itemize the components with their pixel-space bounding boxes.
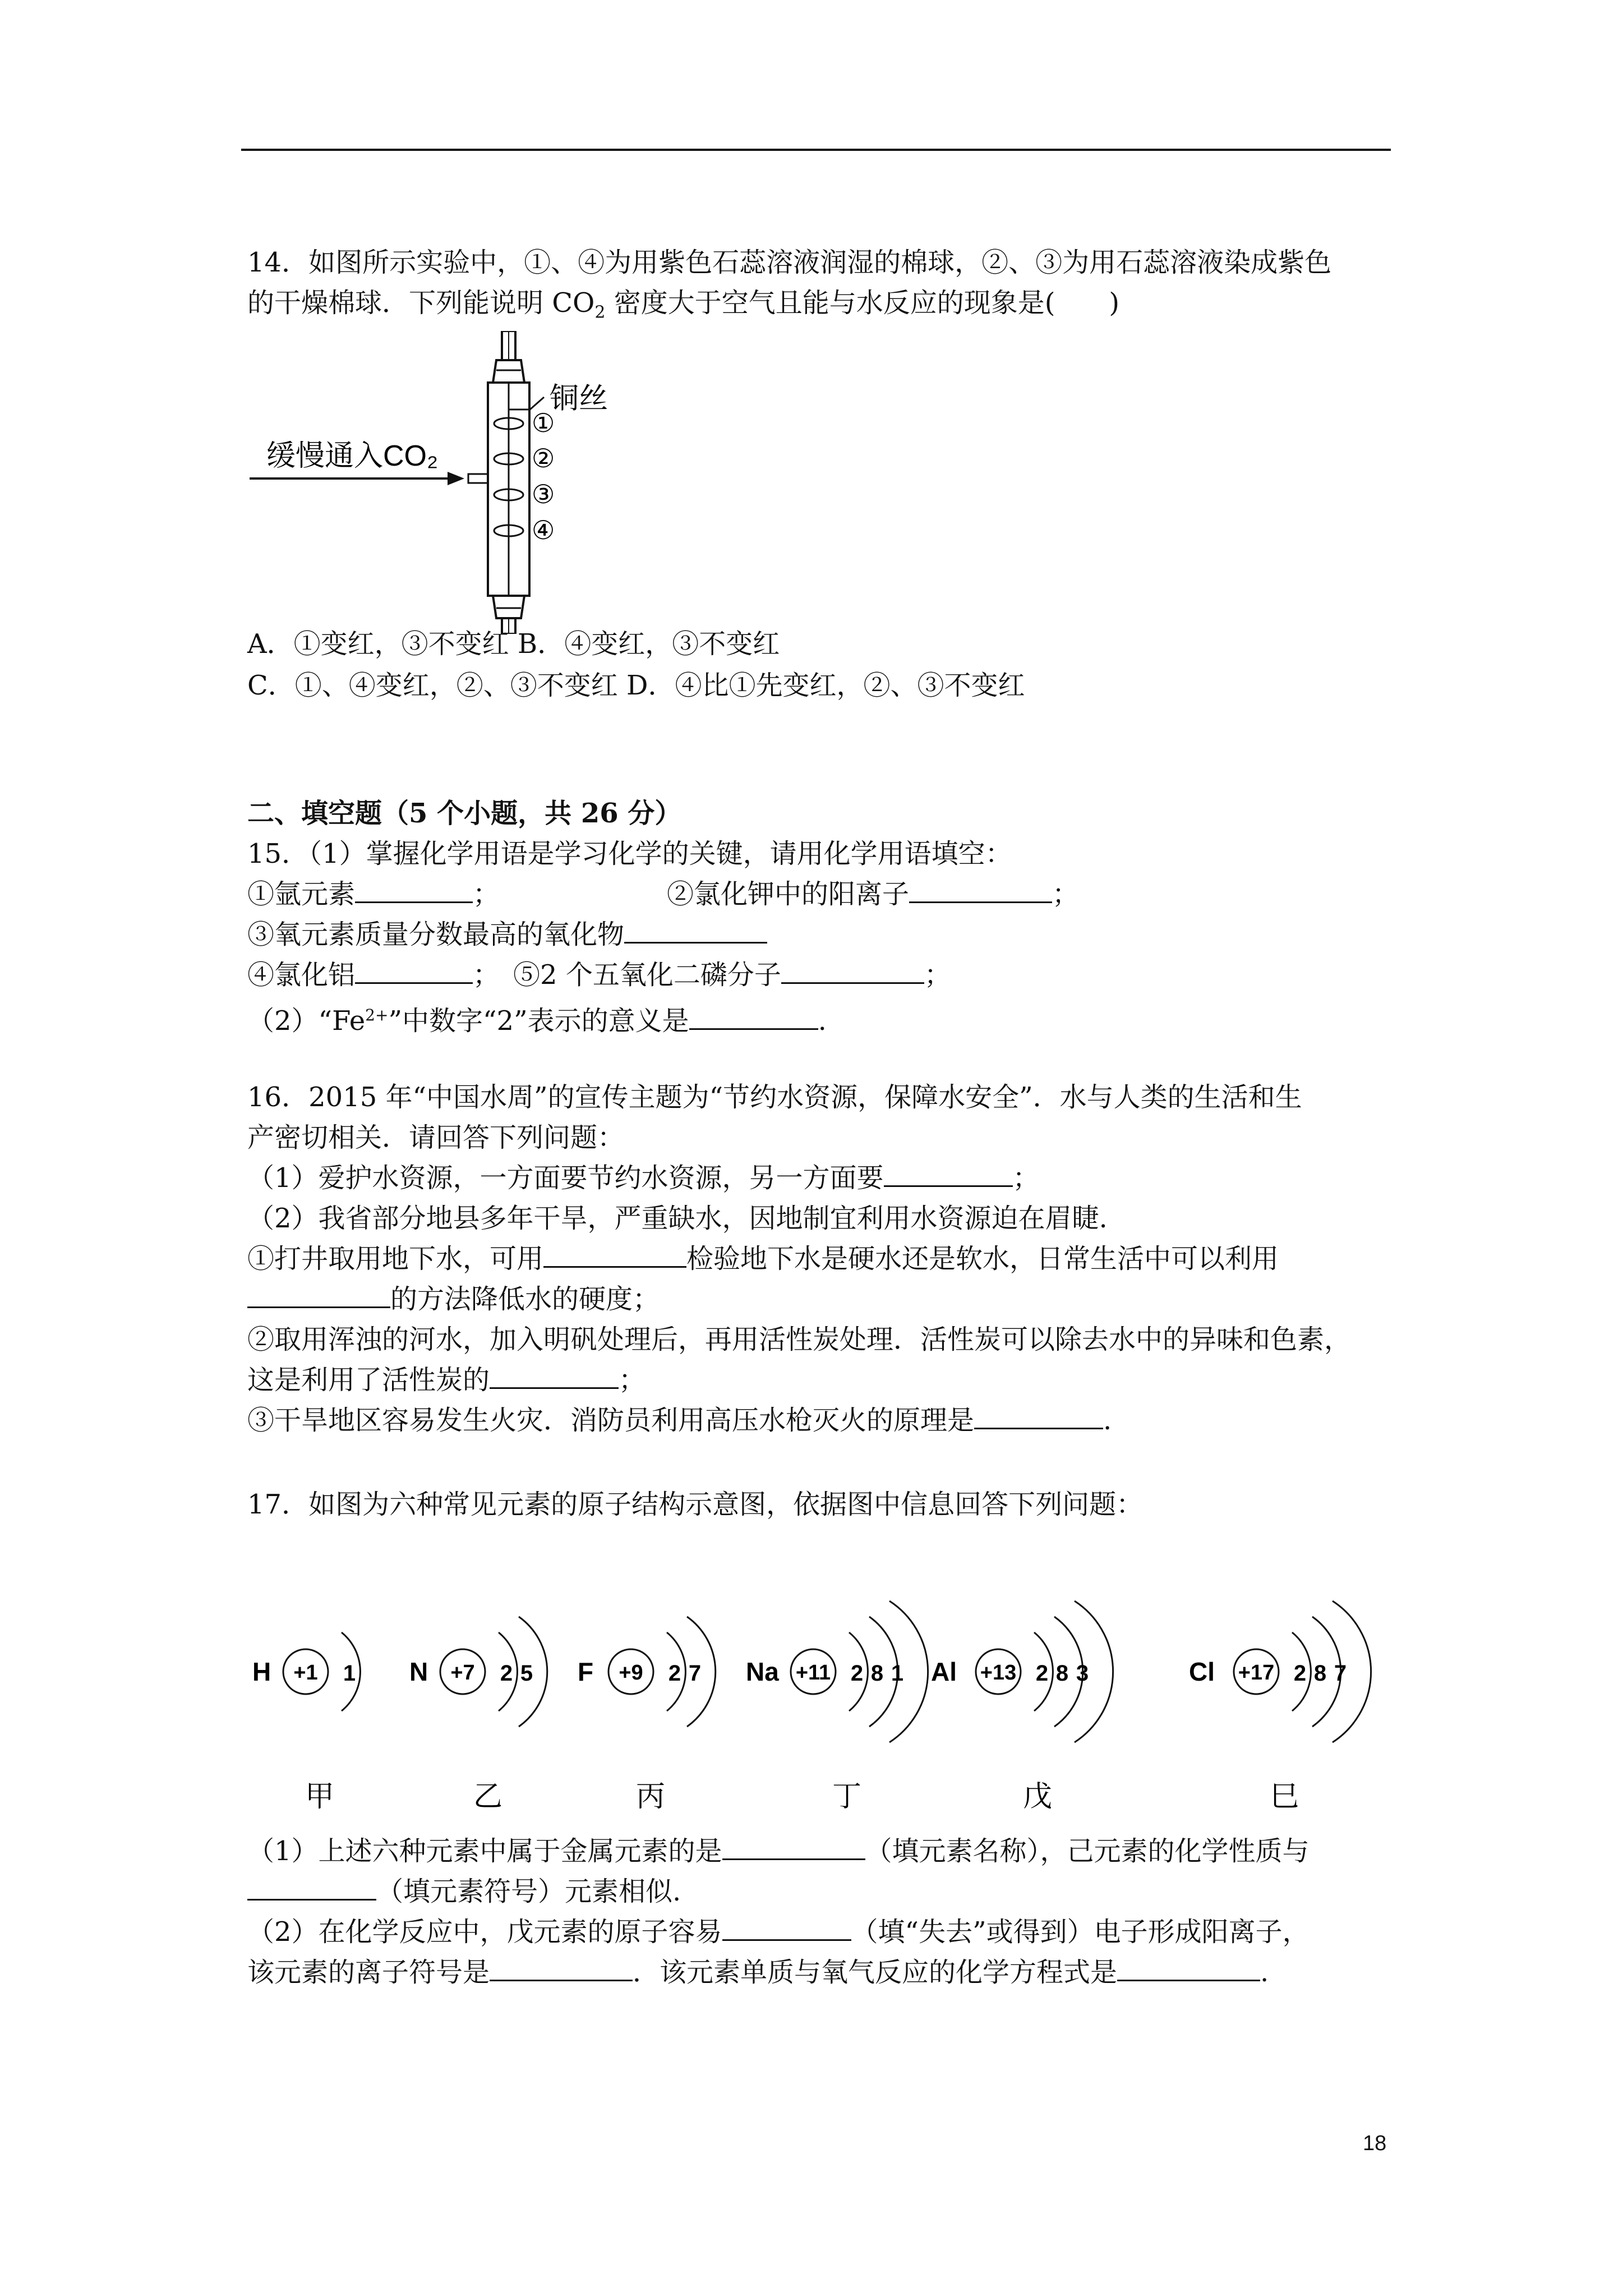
answer-blank[interactable]: [1117, 1955, 1260, 1981]
co2-inlet-label: 缓慢通入CO₂: [266, 440, 439, 472]
q16-line4: （2）我省部分地县多年干旱，严重缺水，因地制宜利用水资源迫在眉睫.: [247, 1203, 1108, 1234]
ball-label-3: ③: [532, 480, 555, 509]
q15-line5: $(2)“Fe^{2+}$”中数字“2”表示的意义是 .: [247, 997, 827, 1039]
q14-options-line2: C．①、④变红，②、③不变红 D．④比①先变红，②、③不变红: [247, 670, 1025, 701]
shell-electron-count: 1: [343, 1661, 356, 1686]
answer-blank[interactable]: [355, 958, 473, 984]
q14-options-line1: A．①变红，③不变红 B．④变红，③不变红: [247, 628, 780, 660]
atomic-structure-diagrams: [241, 1559, 1396, 1829]
q16-line6: 的方法降低水的硬度；: [247, 1281, 660, 1317]
shell-electron-count: 5: [520, 1661, 533, 1686]
atom-symbol: Na: [746, 1657, 779, 1686]
q16-line5: ①打井取用地下水，可用 检验地下水是硬水还是软水，日常生活中可以利用: [247, 1241, 1279, 1277]
shell-electron-count: 7: [688, 1661, 702, 1686]
answer-blank[interactable]: [781, 958, 924, 984]
copper-wire-label: 铜丝: [550, 383, 608, 415]
q14-stem-line2: 的干燥棉球．下列能说明 $CO_2$ 密度大于空气且能与水反应的现象是( ): [247, 287, 1120, 323]
nucleus-charge: +1: [293, 1661, 318, 1685]
answer-blank[interactable]: [247, 1874, 376, 1901]
answer-blank[interactable]: [689, 1004, 818, 1030]
nucleus-charge: +11: [795, 1661, 831, 1685]
atom-name: 甲: [305, 1780, 335, 1813]
answer-blank[interactable]: [722, 1834, 865, 1860]
q15-line3: ③氧元素质量分数最高的氧化物: [247, 917, 767, 953]
shell-electron-count: 8: [1055, 1661, 1069, 1686]
section-heading: 二、填空题（5 个小题，共 26 分）: [247, 798, 682, 829]
q15-line2: ①氩元素 ；: [247, 876, 500, 912]
shell-electron-count: 8: [1313, 1661, 1327, 1686]
ball-label-1: ①: [532, 408, 555, 438]
answer-blank[interactable]: [543, 1241, 686, 1268]
ball-label-2: ②: [532, 444, 555, 473]
q16-line1: 16．2015 年“中国水周”的宣传主题为“节约水资源，保障水安全”．水与人类的生活和生: [247, 1082, 1302, 1113]
q14-apparatus-figure: [241, 331, 701, 634]
nucleus-charge: +7: [450, 1661, 475, 1685]
atom-name: 乙: [473, 1780, 503, 1813]
answer-blank[interactable]: [909, 877, 1052, 903]
atom-symbol: N: [409, 1657, 428, 1686]
answer-blank[interactable]: [247, 1282, 390, 1308]
shell-electron-count: 7: [1334, 1661, 1347, 1686]
atom-symbol: H: [252, 1657, 271, 1686]
nucleus-charge: +17: [1238, 1661, 1275, 1685]
nucleus-charge: +13: [980, 1661, 1017, 1685]
shell-electron-count: 2: [850, 1661, 864, 1686]
atom-symbol: F: [578, 1657, 594, 1686]
shell-electron-count: 2: [1293, 1661, 1307, 1686]
q14-stem-line1: 14．如图所示实验中，①、④为用紫色石蕊溶液润湿的棉球，②、③为用石蕊溶液染成紫色: [247, 247, 1332, 278]
answer-blank[interactable]: [355, 877, 473, 903]
shell-electron-count: 2: [668, 1661, 681, 1686]
q15-line2-part2: ②氯化钾中的阳离子 ；: [667, 876, 1079, 912]
q15-line1: 15．（1）掌握化学用语是学习化学的关键，请用化学用语填空：: [247, 838, 1012, 869]
atom-name: 巳: [1269, 1780, 1299, 1813]
shell-electron-count: 2: [500, 1661, 513, 1686]
q17-line2: （1）上述六种元素中属于金属元素的是 （填元素名称），己元素的化学性质与: [247, 1833, 1310, 1869]
shell-electron-count: 3: [1076, 1661, 1089, 1686]
q16-line2: 产密切相关．请回答下列问题：: [247, 1122, 625, 1153]
answer-blank[interactable]: [490, 1955, 633, 1981]
atom-name: 丁: [832, 1780, 862, 1813]
atom-name: 戊: [1022, 1780, 1053, 1813]
answer-blank[interactable]: [490, 1363, 619, 1389]
shell-electron-count: 1: [891, 1661, 904, 1686]
answer-blank[interactable]: [624, 917, 767, 944]
q15-line4: ④氯化铝 ； ⑤2 个五氧化二磷分子 ；: [247, 957, 951, 993]
q16-line7: ②取用浑浊的河水，加入明矾处理后，再用活性炭处理．活性炭可以除去水中的异味和色素，: [247, 1324, 1352, 1355]
shell-electron-count: 2: [1035, 1661, 1049, 1686]
header-rule: [241, 149, 1391, 151]
q16-line8: 这是利用了活性炭的 ；: [247, 1362, 645, 1398]
answer-blank[interactable]: [722, 1915, 851, 1941]
page-number: 18: [1363, 2132, 1387, 2155]
shell-electron-count: 8: [870, 1661, 884, 1686]
q16-line3: （1）爱护水资源，一方面要节约水资源，另一方面要 ；: [247, 1160, 1040, 1196]
ball-label-4: ④: [532, 516, 555, 545]
q17-line1: 17．如图为六种常见元素的原子结构示意图，依据图中信息回答下列问题：: [247, 1489, 1144, 1520]
nucleus-charge: +9: [619, 1661, 643, 1685]
answer-blank[interactable]: [884, 1161, 1013, 1187]
q17-line3: （填元素符号）元素相似.: [247, 1874, 681, 1910]
q17-line5: 该元素的离子符号是 ．该元素单质与氧气反应的化学方程式是 .: [247, 1954, 1269, 1990]
atom-name: 丙: [635, 1780, 666, 1813]
q16-line9: ③干旱地区容易发生火灾．消防员利用高压水枪灭火的原理是 .: [247, 1402, 1112, 1438]
atom-symbol: Al: [931, 1657, 957, 1686]
atom-symbol: Cl: [1189, 1657, 1215, 1686]
answer-blank[interactable]: [974, 1403, 1103, 1429]
q17-line4: （2）在化学反应中，戊元素的原子容易 （填“失去”或得到）电子形成阳离子，: [247, 1914, 1310, 1950]
